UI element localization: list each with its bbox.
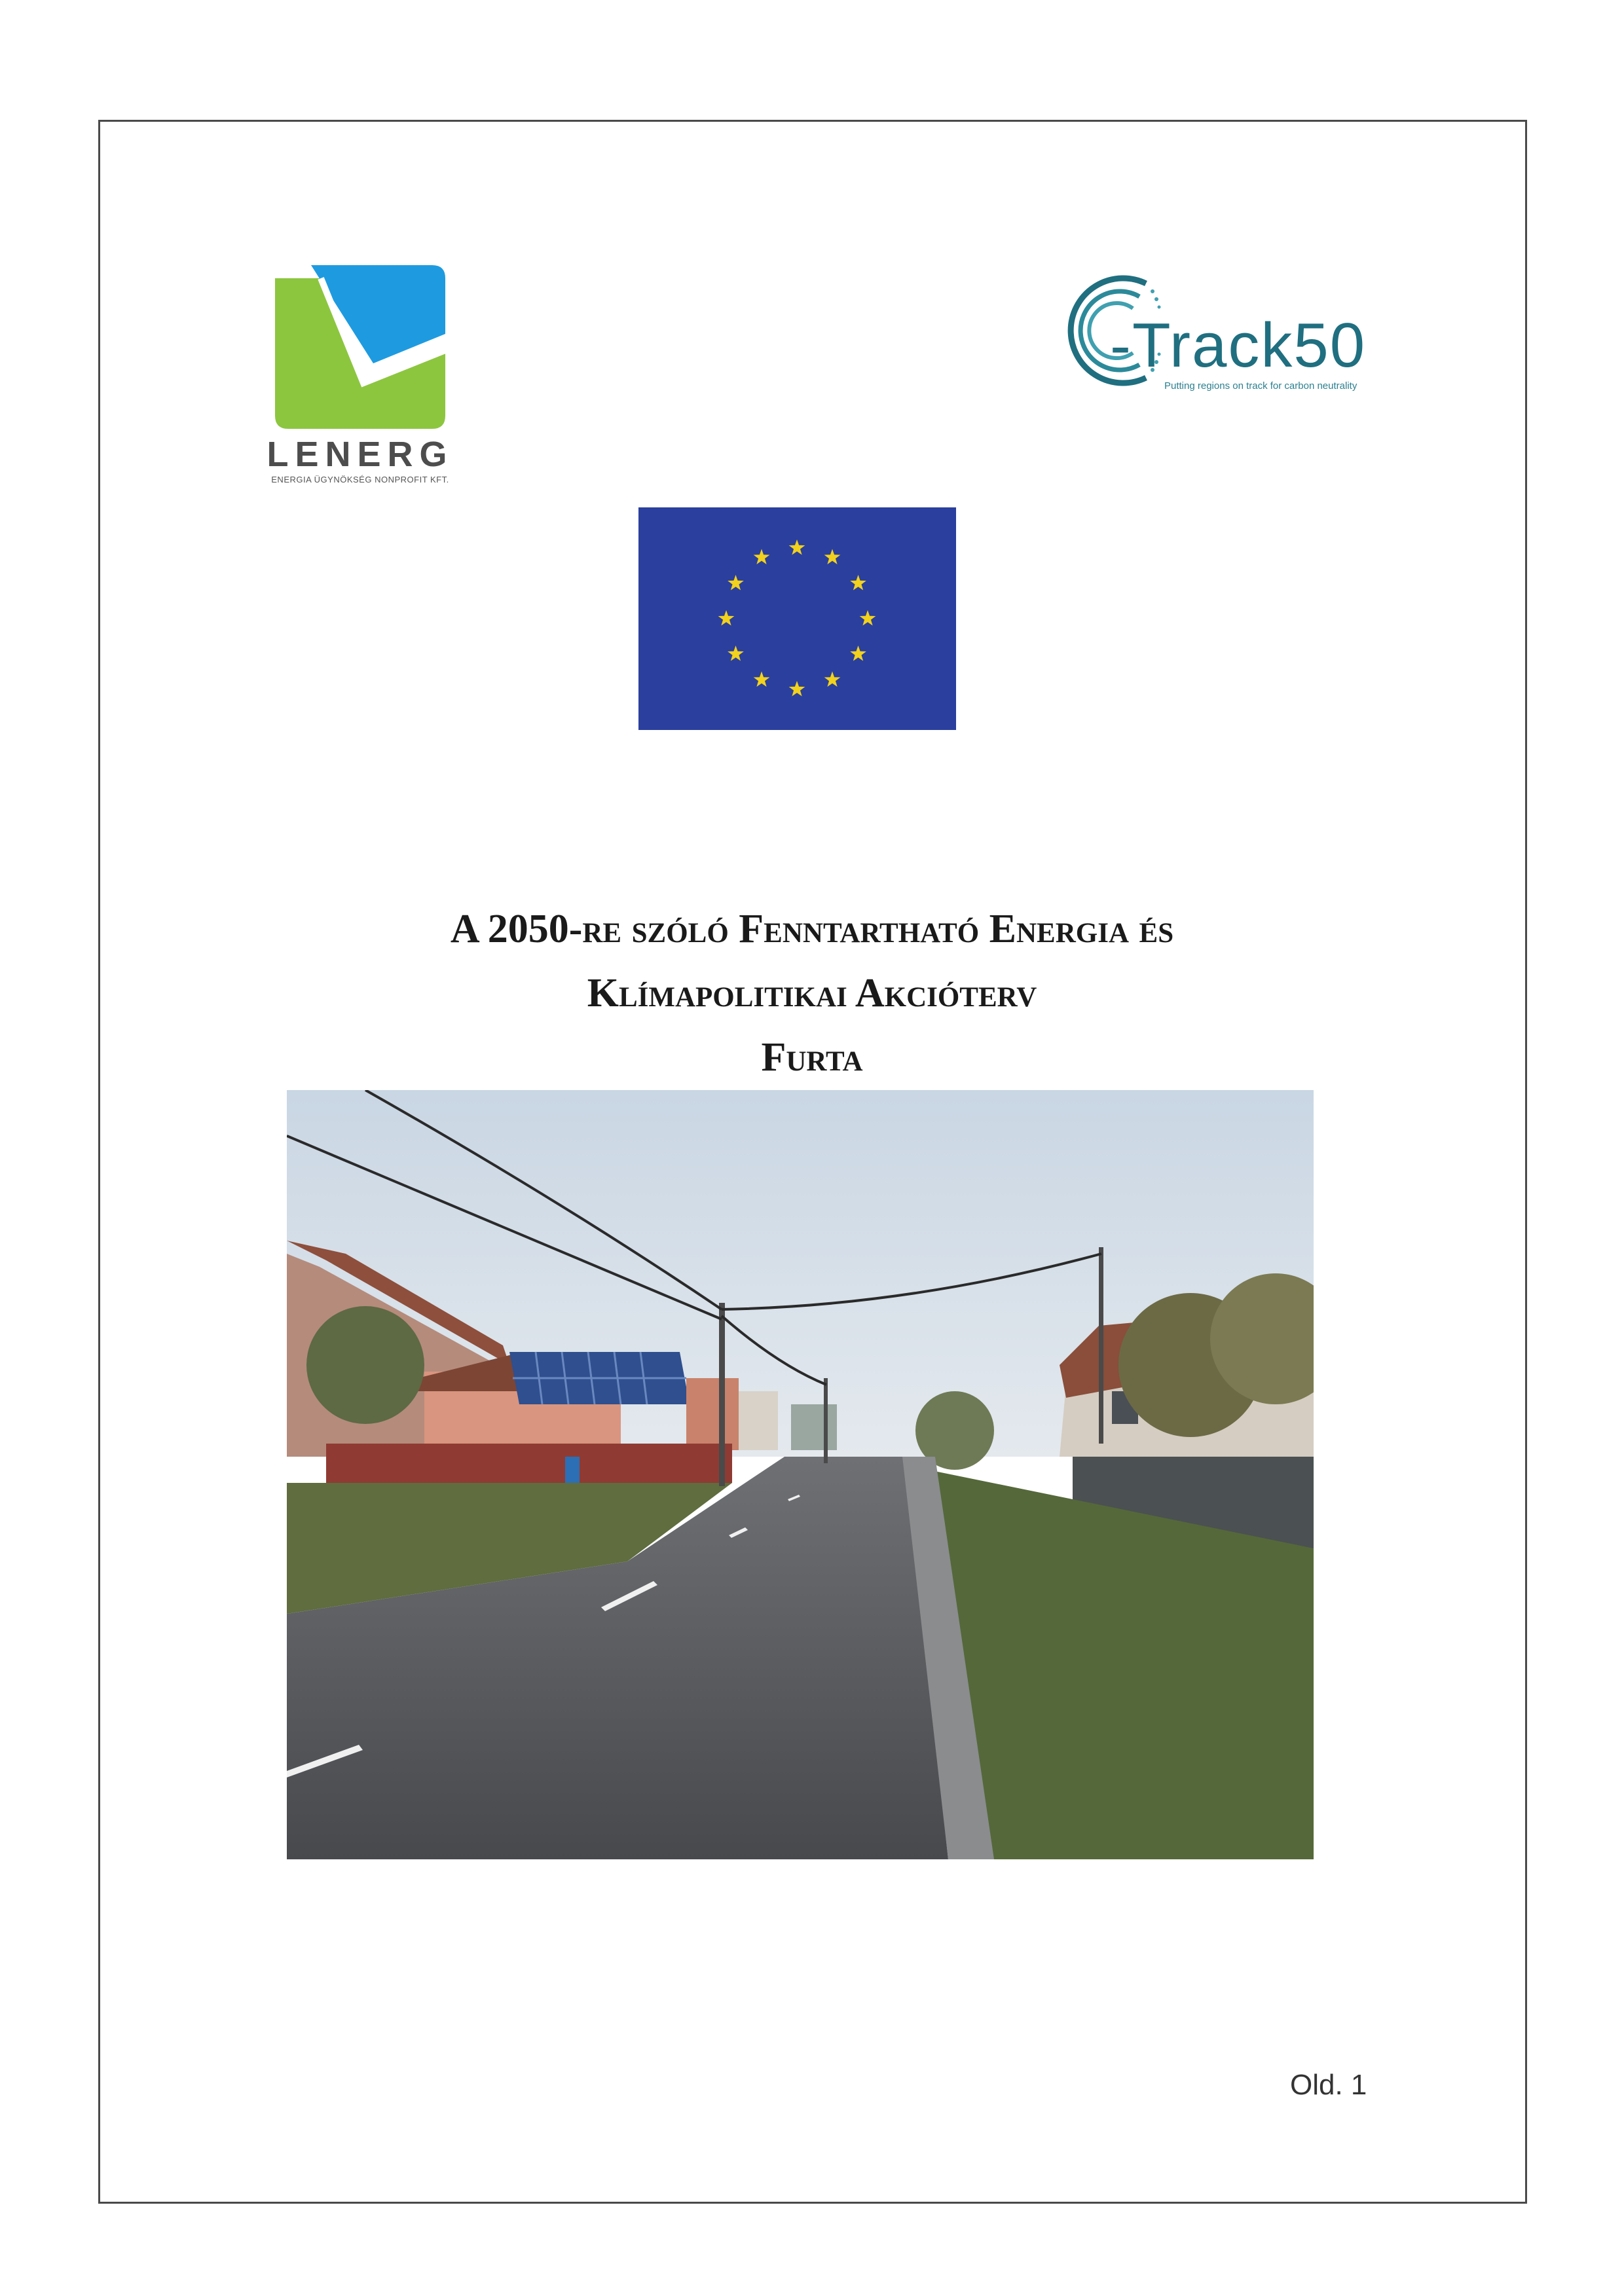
lenerg-subtitle: ENERGIA ÜGYNÖKSÉG NONPROFIT KFT. [271, 475, 449, 484]
ctrack-tagline: Putting regions on track for carbon neutrality [1164, 380, 1357, 392]
lenerg-mark-icon [275, 265, 445, 429]
document-title [196, 897, 1428, 1089]
lenerg-logo [255, 265, 465, 488]
page-number: Old. 1 [1290, 2069, 1367, 2101]
ctrack50-logo [1048, 265, 1414, 409]
lenerg-wordmark: LENERG [267, 435, 454, 474]
ctrack-wordmark: -Track50 [1110, 310, 1367, 380]
title-line-3: Furta [761, 1035, 863, 1080]
title-line-2: Klímapolitikai Akcióterv [587, 971, 1037, 1015]
eu-flag-icon [638, 507, 956, 730]
street-photo [287, 1090, 1314, 1859]
title-line-1: A 2050-re szóló Fenntartható Energia és [450, 907, 1174, 951]
